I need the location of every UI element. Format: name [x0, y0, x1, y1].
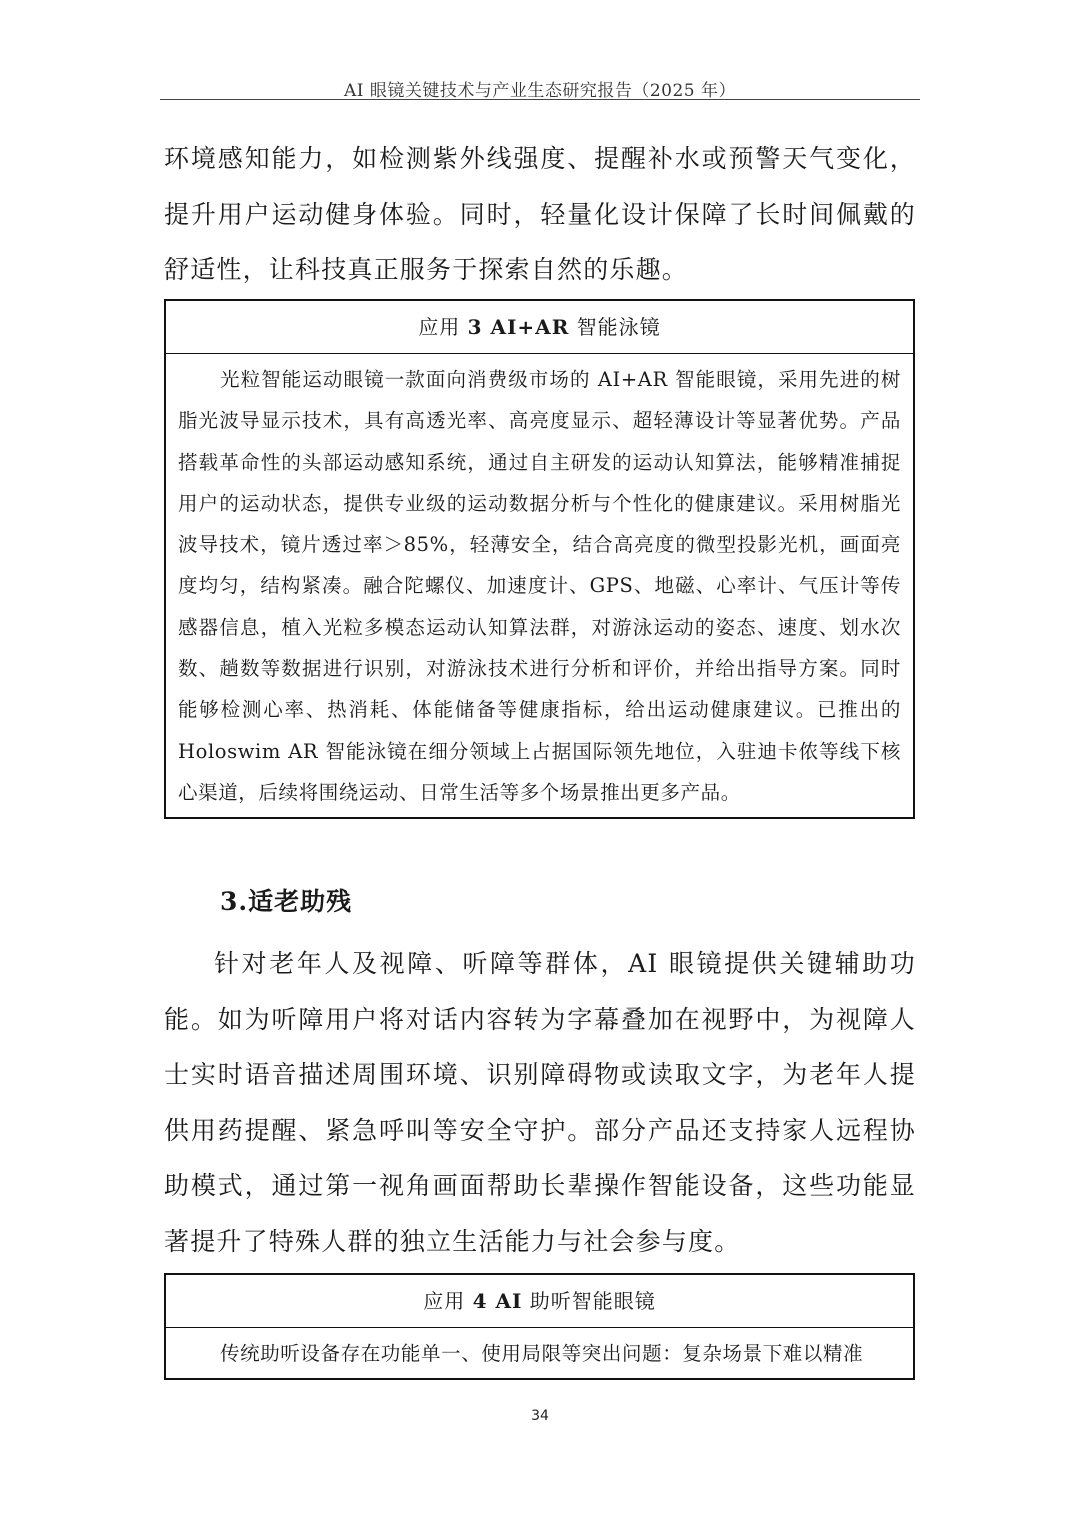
- elderly-assist-paragraph: 针对老年人及视障、听障等群体，AI 眼镜提供关键辅助功能。如为听障用户将对话内容转为字幕叠加在视野中，为视障人士实时语音描述周围环境、识别障碍物或读取文字，为老年人提供用药提醒、紧急呼叫等安全守护。部分产品还支持家人远程协助模式，通过第一视角画面帮助长辈操作智能设备，这些功能显著提升了特殊人群的独立生活能力与社会参与度。: [164, 949, 916, 1256]
- application-box-3-title: [166, 301, 913, 354]
- application-box-3: [164, 299, 915, 819]
- running-header: AI 眼镜关键技术与产业生态研究报告（2025 年）: [343, 81, 737, 101]
- app4-title-number: 4 AI: [472, 1289, 523, 1313]
- application-box-3-body: 光粒智能运动眼镜一款面向消费级市场的 AI+AR 智能眼镜，采用先进的树脂光波导显示技术，具有高透光率、高亮度显示、超轻薄设计等显著优势。产品搭载革命性的头部运动感知系统，通过自主研发的运动认知算法，能够精准捕捉用户的运动状态，提供专业级的运动数据分析与个性化的健康建议。采用树脂光波导技术，镜片透过率＞85%，轻薄安全，结合高亮度的微型投影光机，画面亮度均匀，结构紧凑。融合陀螺仪、加速度计、GPS、地磁、心率计、气压计等传感器信息，植入光粒多模态运动认知算法群，对游泳运动的姿态、速度、划水次数、趟数等数据进行识别，对游泳技术进行分析和评价，并给出指导方案。同时能够检测心率、热消耗、体能储备等健康指标，给出运动健康建议。已推出的 Holoswim AR 智能泳镜在细分领域上占据国际领先地位，入驻迪卡侬等线下核心渠道，后续将围绕运动、日常生活等多个场景推出更多产品。: [178, 368, 901, 804]
- app3-title-prefix: 应用: [418, 315, 468, 339]
- application-box-4: [164, 1273, 915, 1380]
- application-box-4-title: [166, 1275, 913, 1328]
- continuation-paragraph: 环境感知能力，如检测紫外线强度、提醒补水或预警天气变化，提升用户运动健身体验。同时，轻量化设计保障了长时间佩戴的舒适性，让科技真正服务于探索自然的乐趣。: [164, 144, 916, 284]
- app4-title-prefix: 应用: [423, 1289, 473, 1313]
- app3-title-number: 3 AI+AR: [467, 315, 570, 339]
- header-divider: [160, 99, 920, 100]
- app3-title-suffix: 智能泳镜: [569, 315, 661, 339]
- app4-title-suffix: 助听智能眼镜: [522, 1289, 656, 1313]
- section-heading-elderly-assist: 3.适老助残: [220, 887, 353, 916]
- page-number: 34: [531, 1408, 549, 1424]
- application-box-4-body: 传统助听设备存在功能单一、使用局限等突出问题：复杂场景下难以精准: [220, 1342, 864, 1365]
